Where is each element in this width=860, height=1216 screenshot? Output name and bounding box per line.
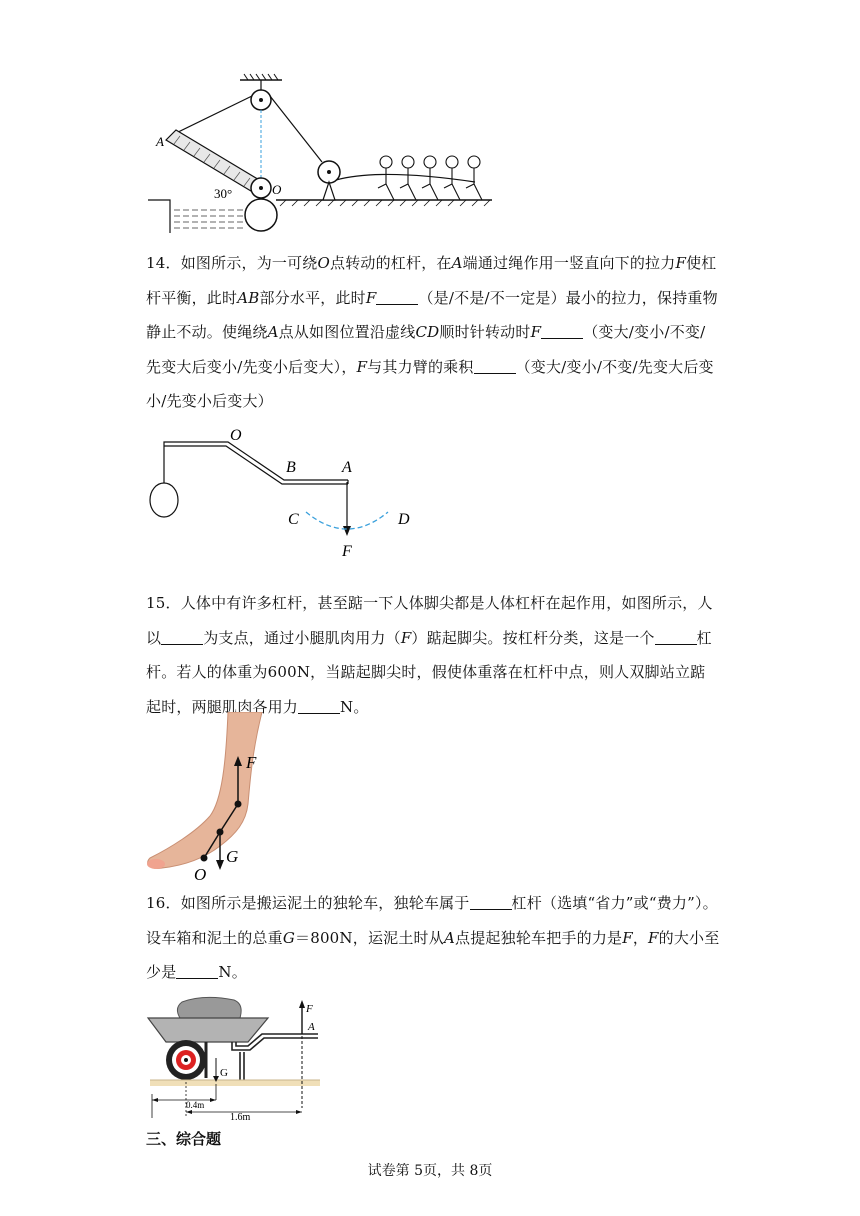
label-c: C: [288, 511, 299, 528]
answer-blank[interactable]: [161, 629, 203, 645]
figure-lever-pulley: [140, 70, 500, 235]
label-g: G: [220, 1067, 228, 1079]
page-footer: 试卷第 5页，共 8页: [367, 1163, 493, 1179]
question-15: 15．人体中有许多杠杆，甚至踮一下人体脚尖都是人体杠杆在起作用，如图所示，人以 为支点，通过小腿肌肉用力（F）踮起脚尖。按杠杆分类，这是一个 杠杆。若人的体重为600N，当踮起脚尖时，假使体重落在杠杆中点，则人双脚站立踮起时，两腿肌肉各用力 N。: [146, 594, 713, 716]
question-14: 14．如图所示，为一可绕O点转动的杠杆，在A端通过绳作用一竖直向下的拉力F使杠杆平衡，此时AB部分水平，此时F （是/不是/不一定是）最小的拉力，保持重物静止不动。使绳绕A点从如图位置沿虚线CD顺时针转动时F （变大/变小/不变/先变大后变小/先变小后变大），F与其力臂的乘积 （变大/变小/不变/先变大后变小/先变小后变大）: [146, 254, 718, 410]
label-a: A: [342, 459, 352, 476]
answer-blank[interactable]: [655, 629, 697, 645]
label-a: A: [308, 1021, 315, 1033]
figure-wheelbarrow: [144, 996, 324, 1122]
label-d: D: [398, 511, 410, 528]
label-f: F: [246, 753, 257, 772]
label-a: A: [156, 134, 164, 149]
label-angle: 30°: [214, 186, 233, 201]
figure-foot-lever: [140, 712, 280, 882]
question-16: 16．如图所示是搬运泥土的独轮车，独轮车属于 杠杆（选填“省力”或“费力”）。设车箱和泥土的总重G＝800N，运泥土时从A点提起独轮车把手的力是F，F的大小至少是 N。: [146, 894, 720, 981]
section-title: 三、综合题: [146, 1130, 222, 1148]
label-o: O: [230, 427, 242, 444]
label-b: B: [286, 459, 296, 476]
answer-blank[interactable]: [474, 358, 516, 374]
label-f: F: [342, 543, 352, 560]
label-g: G: [226, 847, 239, 866]
answer-blank[interactable]: [298, 698, 340, 714]
answer-blank[interactable]: [470, 894, 512, 910]
label-o: O: [272, 182, 282, 197]
answer-blank[interactable]: [541, 323, 583, 339]
label-distance-0-4m: 0.4m: [186, 1100, 205, 1110]
answer-blank[interactable]: [376, 289, 418, 305]
answer-blank[interactable]: [176, 963, 218, 979]
label-f: F: [306, 1003, 313, 1015]
label-distance-1-6m: 1.6m: [230, 1112, 251, 1122]
figure-bent-lever: [140, 420, 430, 570]
label-o: O: [194, 865, 207, 882]
